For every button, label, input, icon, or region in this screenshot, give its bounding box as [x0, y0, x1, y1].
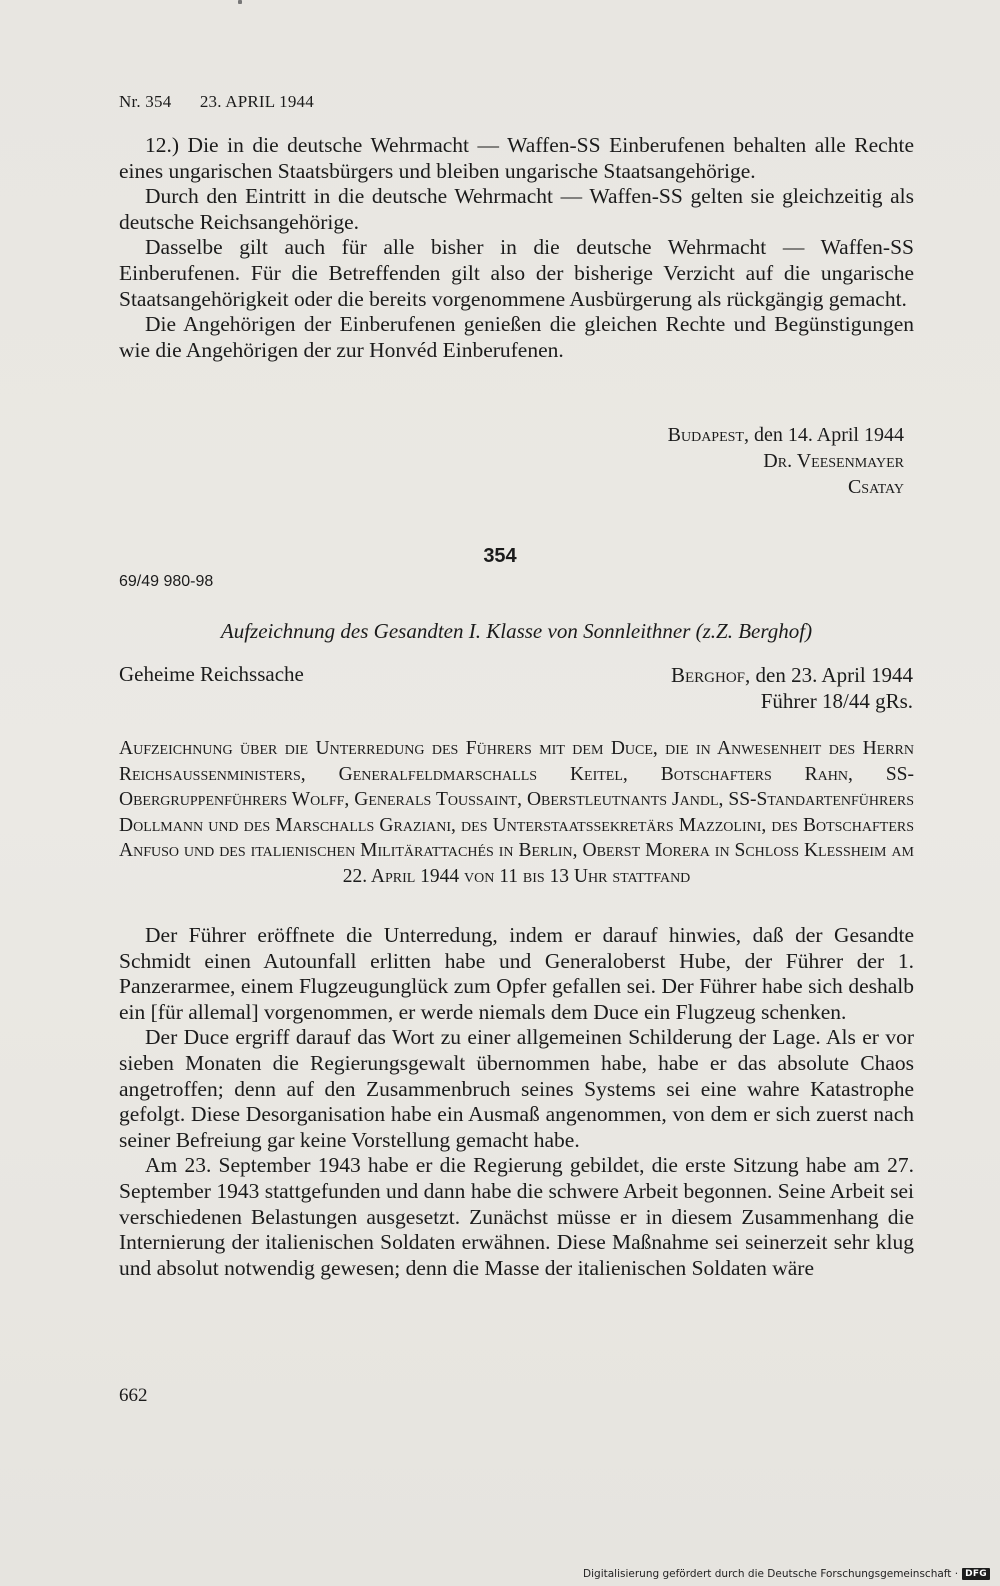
paragraph: Am 23. September 1943 habe er die Regierung gebildet, die erste Sitzung habe am 27. September 1943 stattgefunden und dann habe die schwere Arbeit begonnen. Seine Arbeit sei verschiedenen Belastungen ausgesetzt. Zunächst müsse er in diesem Zusammenhang die Internierung der italienischen Soldaten erwähnen. Diese Maßnahme sei seinerzeit sehr klug und absolut notwendig gewesen; denn die Masse der italienischen Soldaten wäre: [119, 1153, 914, 1280]
footer-text: Digitalisierung gefördert durch die Deutsche Forschungsgemeinschaft ·: [583, 1568, 959, 1580]
document-place-date: [671, 662, 913, 714]
classification: Geheime Reichssache: [119, 662, 304, 686]
document-subject: Aufzeichnung über die Unterredung des Führers mit dem Duce, die in Anwesenheit des Herrn Reichsaussenministers, Generalfeldmarschalls Keitel, Botschafters Rahn, SS-Obergruppenführers Wolff, Generals Toussaint, Oberstleutnants Jandl, SS-Standartenführers Dollmann und des Marschalls Graziani, des Unterstaatssekretärs Mazzolini, des Botschafters Anfuso und des italienischen Militärattachés in Berlin, Oberst Morera in Schloss Klessheim am 22. April 1944 von 11 bis 13 Uhr stattfand: [119, 738, 914, 887]
signer-veesenmayer: Dr. Veesenmayer: [763, 450, 904, 472]
running-header: [119, 92, 338, 112]
page-number: 662: [119, 1385, 148, 1406]
archive-reference: 69/49 980-98: [119, 573, 214, 590]
signature-place-date: [668, 422, 904, 448]
document-number: 354: [483, 545, 517, 567]
header-date: 23. APRIL 1944: [199, 92, 314, 111]
file-reference: Führer 18/44 gRs.: [760, 689, 913, 713]
signature-place: Budapest,: [667, 424, 749, 446]
signature-block: [668, 422, 904, 500]
paragraph: Der Duce ergriff darauf das Wort zu einer allgemeinen Schilderung der Lage. Als er vor sieben Monaten die Regierungsgewalt übernommen habe, habe er das absolute Chaos angetroffen; denn auf den Zusammenbruch seines Systems sei eine wahre Katastrophe gefolgt. Diese Desorganisation habe ein Ausmaß angenommen, von dem er sich zuerst nach seiner Befreiung gar keine Vorstellung gemacht habe.: [119, 1025, 914, 1152]
dfg-logo-icon: DFG: [962, 1568, 990, 1580]
paragraph: Dasselbe gilt auch für alle bisher in die deutsche Wehrmacht — Waffen-SS Einberufenen. Für die Betreffenden gilt also der bisherige Verzicht auf die ungarische Staatsangehörigkeit oder die bereits vorgenommene Ausbürgerung als rückgängig gemacht.: [119, 235, 914, 311]
header-doc-number: Nr. 354: [119, 92, 172, 111]
scan-mark: [238, 0, 242, 4]
paragraph: 12.) Die in die deutsche Wehrmacht — Waffen-SS Einberufenen behalten alle Rechte eines ungarischen Staatsbürgers und bleiben ungarische Staatsangehörige.: [119, 133, 914, 183]
document-body: [119, 923, 914, 1281]
paragraph: Durch den Eintritt in die deutsche Wehrmacht — Waffen-SS gelten sie gleichzeitig als deutsche Reichsangehörige.: [119, 184, 914, 234]
previous-document-body: [119, 133, 914, 363]
document-title: Aufzeichnung des Gesandten I. Klasse von Sonnleithner (z.Z. Berghof): [220, 619, 813, 643]
signature-date: den 14. April 1944: [754, 424, 904, 446]
document-place: Berghof,: [670, 663, 751, 687]
paragraph: Die Angehörigen der Einberufenen genießen die gleichen Rechte und Begünstigungen wie die Angehörigen der zur Honvéd Einberufenen.: [119, 312, 914, 362]
signer-csatay: Csatay: [847, 476, 904, 498]
digitization-footer: [583, 1568, 990, 1580]
document-date: den 23. April 1944: [755, 663, 913, 687]
paragraph: Der Führer eröffnete die Unterredung, indem er darauf hinwies, daß der Gesandte Schmidt einen Autounfall erlitten habe und Generaloberst Hube, der Führer der 1. Panzerarmee, einem Flugzeugunglück zum Opfer gefallen sei. Der Führer habe sich deshalb ein [für allemal] vorgenommen, er werde niemals dem Duce ein Flugzeug schenken.: [119, 923, 914, 1024]
